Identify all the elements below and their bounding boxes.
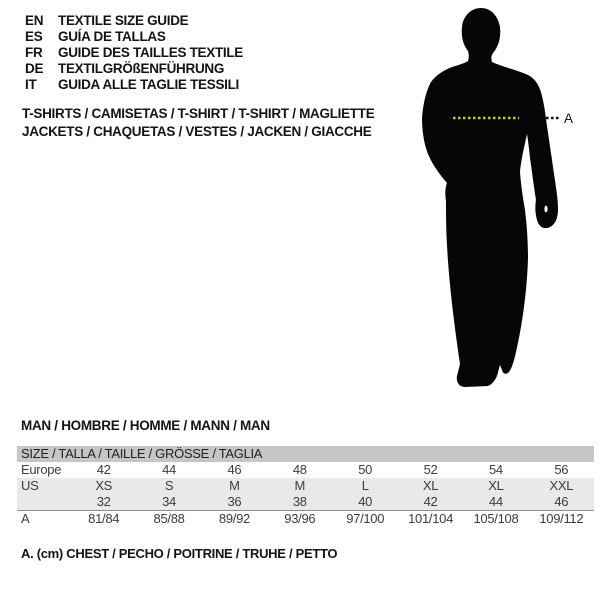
row-label: US <box>21 478 39 493</box>
category-line-tshirts: T-SHIRTS / CAMISETAS / T-SHIRT / T-SHIRT / MAGLIETTE <box>22 106 375 121</box>
table-cell: 105/108 <box>473 511 519 526</box>
table-row-size-alt <box>17 494 594 510</box>
table-cell: XL <box>488 478 504 493</box>
table-cell: 34 <box>162 494 176 509</box>
language-code: FR <box>25 45 43 60</box>
language-row-en <box>25 13 243 29</box>
row-label: Europe <box>21 462 62 477</box>
table-cell: XXL <box>549 478 574 493</box>
table-cell: 81/84 <box>88 511 120 526</box>
language-code: DE <box>25 61 44 76</box>
figure-area <box>395 0 600 400</box>
table-cell: 89/92 <box>218 511 250 526</box>
table-cell: 101/104 <box>408 511 454 526</box>
language-code: EN <box>25 13 44 28</box>
language-row-it <box>25 77 243 93</box>
hand-thumb-gap <box>544 206 547 213</box>
size-table-header <box>17 446 594 462</box>
category-line-jackets: JACKETS / CHAQUETAS / VESTES / JACKEN / GIACCHE <box>22 124 372 139</box>
man-silhouette <box>422 8 558 387</box>
language-title: GUIDE DES TAILLES TEXTILE <box>58 45 244 60</box>
language-list <box>25 13 243 93</box>
table-cell: 97/100 <box>346 511 385 526</box>
table-cell: 44 <box>162 462 176 477</box>
table-cell: 44 <box>489 494 503 509</box>
table-cell: 56 <box>554 462 569 477</box>
table-cell: 109/112 <box>539 511 584 526</box>
table-cell: XL <box>422 478 439 493</box>
table-cell: L <box>361 478 369 493</box>
table-cell: M <box>229 478 240 493</box>
row-label: A <box>21 511 30 526</box>
table-cell: 46 <box>554 494 569 509</box>
table-row-chest-a <box>17 510 594 527</box>
language-code: ES <box>25 29 43 44</box>
table-cell: M <box>294 478 306 493</box>
table-row-us <box>17 478 594 494</box>
table-cell: 48 <box>292 462 307 477</box>
table-cell: 42 <box>96 462 111 477</box>
size-table-header-label: SIZE / TALLA / TAILLE / GRÖSSE / TAGLIA <box>21 446 263 461</box>
table-cell: 42 <box>423 494 438 509</box>
table-cell: 54 <box>489 462 503 477</box>
language-title: TEXTILGRÖßENFÜHRUNG <box>58 61 225 76</box>
table-row-europe <box>17 462 594 478</box>
table-cell: 40 <box>358 494 373 509</box>
table-cell: 93/96 <box>284 511 316 526</box>
table-cell: 52 <box>423 462 438 477</box>
table-cell: XS <box>95 478 113 493</box>
size-table <box>17 446 594 527</box>
table-cell: 50 <box>358 462 373 477</box>
table-cell: 32 <box>96 494 111 509</box>
language-row-de <box>25 61 243 77</box>
measure-label-a: A <box>564 111 574 126</box>
table-cell: 85/88 <box>153 511 185 526</box>
man-figure-svg <box>395 0 600 400</box>
language-row-fr <box>25 45 243 61</box>
table-cell: 46 <box>227 462 242 477</box>
language-row-es <box>25 29 243 45</box>
section-title-man: MAN / HOMBRE / HOMME / MANN / MAN <box>21 418 270 433</box>
table-cell: 38 <box>292 494 307 509</box>
footnote-chest: A. (cm) CHEST / PECHO / POITRINE / TRUHE / PETTO <box>21 546 338 561</box>
table-cell: S <box>164 478 174 493</box>
category-block <box>22 105 374 141</box>
table-cell: 36 <box>227 494 242 509</box>
language-title: TEXTILE SIZE GUIDE <box>58 13 189 28</box>
language-title: GUIDA ALLE TAGLIE TESSILI <box>58 77 239 92</box>
language-code: IT <box>25 77 37 92</box>
language-title: GUÍA DE TALLAS <box>58 29 166 44</box>
